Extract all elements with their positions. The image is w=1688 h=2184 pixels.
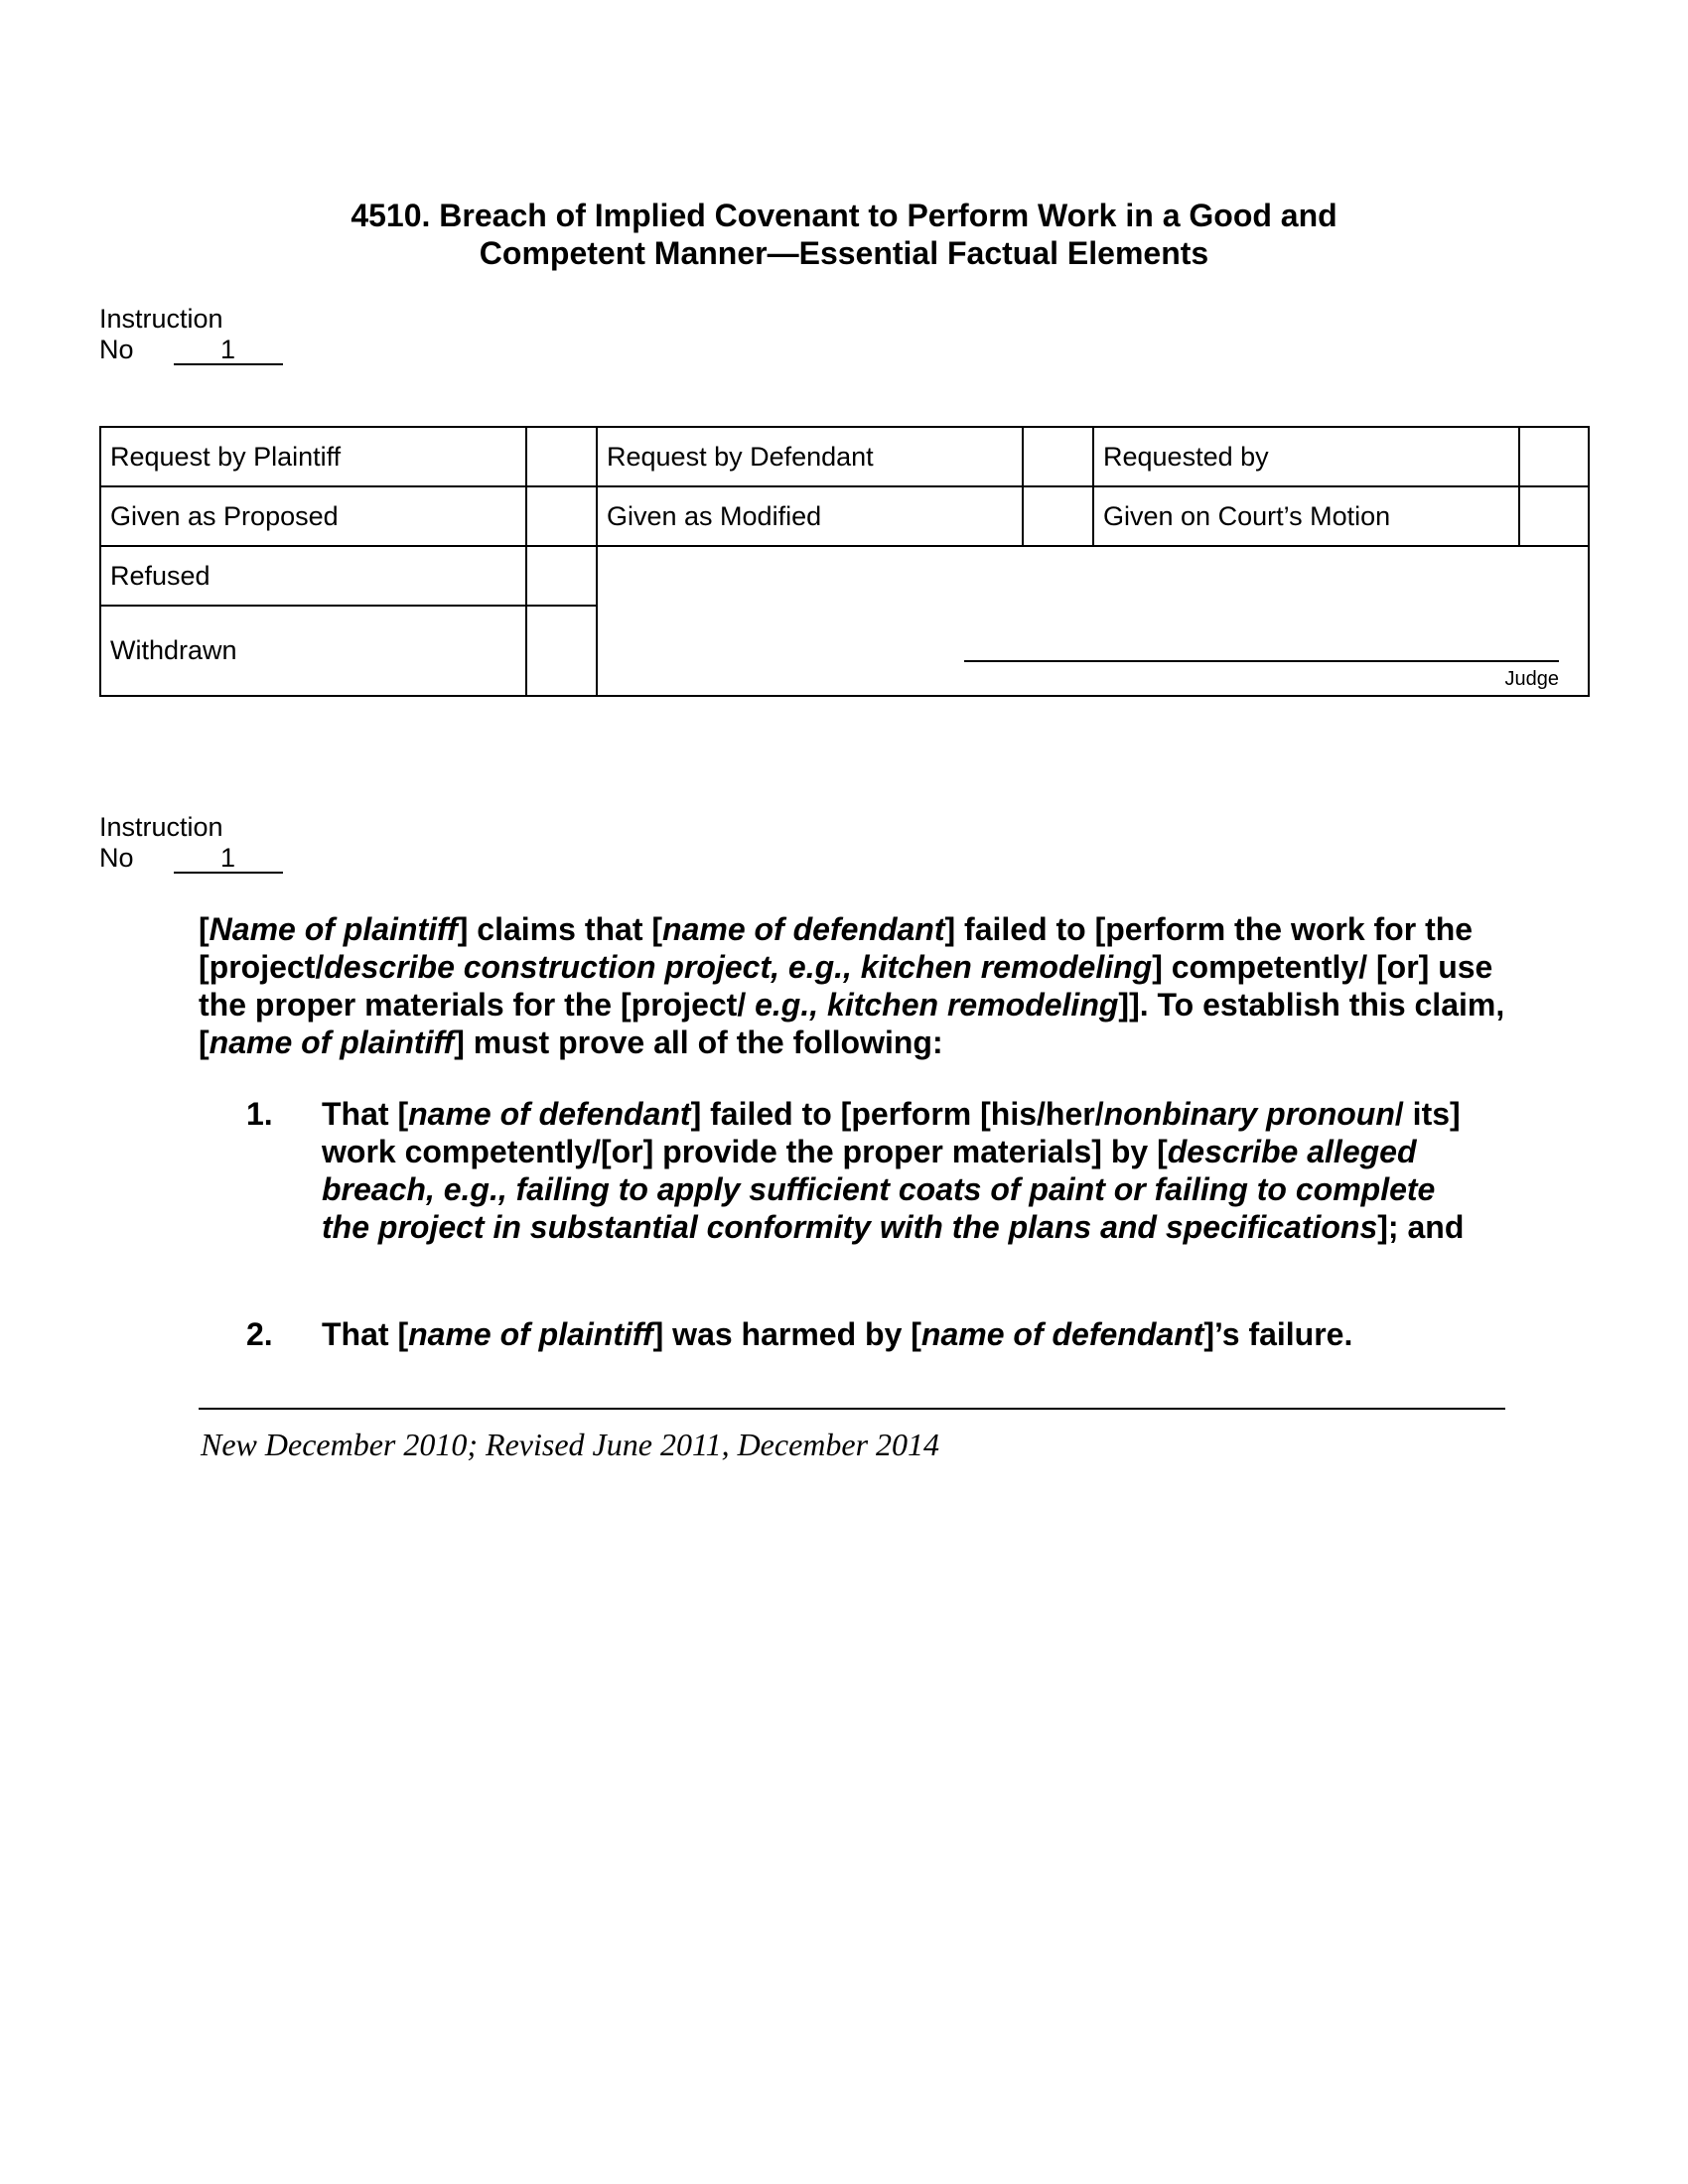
instruction-number-top: [99, 304, 283, 365]
body-text: ] must prove all of the following:: [454, 1024, 943, 1060]
element-text: [322, 1315, 1487, 1353]
request-by-defendant-label: Request by Defendant: [597, 427, 1023, 486]
no-label: No: [99, 843, 134, 873]
body-placeholder: e.g., kitchen remodeling: [746, 987, 1119, 1023]
given-as-modified-label: Given as Modified: [597, 486, 1023, 546]
no-label: No: [99, 335, 134, 364]
item-text: ]; and: [1377, 1209, 1465, 1245]
element-number: 1.: [246, 1096, 273, 1132]
body-placeholder: describe construction project, e.g., kitchen remodeling: [324, 949, 1153, 985]
request-by-defendant-box[interactable]: [1023, 427, 1093, 486]
requested-by-box[interactable]: [1519, 427, 1589, 486]
instruction-body-paragraph: [199, 910, 1519, 1061]
element-number: 2.: [246, 1316, 273, 1352]
given-on-courts-motion-label: Given on Court’s Motion: [1093, 486, 1519, 546]
refused-box[interactable]: [526, 546, 597, 606]
element-text: [322, 1095, 1487, 1246]
body-text: ]]. To establish this claim, [: [199, 987, 1505, 1060]
item-text: That [: [322, 1096, 409, 1132]
judge-label: Judge: [1504, 668, 1559, 690]
instruction-label: Instruction: [99, 812, 223, 842]
item-text: ]’s failure.: [1203, 1316, 1353, 1352]
request-by-plaintiff-box[interactable]: [526, 427, 597, 486]
item-placeholder: nonbinary pronoun: [1103, 1096, 1395, 1132]
item-placeholder: name of defendant: [920, 1316, 1204, 1352]
item-placeholder: name of defendant: [408, 1096, 691, 1132]
withdrawn-label: Withdrawn: [100, 606, 526, 696]
item-placeholder: name of plaintiff: [408, 1316, 653, 1352]
instruction-no-row: [99, 335, 283, 365]
body-placeholder: name of defendant: [662, 911, 945, 947]
instruction-number-bottom: [99, 812, 283, 874]
instruction-label: Instruction: [99, 304, 223, 334]
request-status-table: [99, 426, 1590, 697]
item-text: ] failed to [perform [his/her/: [690, 1096, 1104, 1132]
title-line-1: 4510. Breach of Implied Covenant to Perform Work in a Good and: [351, 198, 1337, 233]
request-by-plaintiff-label: Request by Plaintiff: [100, 427, 526, 486]
body-text: ] competently/ [or] use the proper materials for the [project/: [199, 949, 1493, 1023]
item-placeholder: describe alleged breach, e.g., failing to apply sufficient coats of paint or failing to complete the project in substantial conformity with the plans and specifications: [322, 1134, 1436, 1245]
judge-signature-area: [597, 546, 1589, 696]
instruction-no-value: 1: [174, 845, 283, 874]
item-text: That [: [322, 1316, 409, 1352]
history-divider: [199, 1408, 1505, 1410]
judge-signature-line[interactable]: [964, 660, 1559, 662]
given-as-proposed-box[interactable]: [526, 486, 597, 546]
body-text: ] failed to [perform the work for the [project/: [199, 911, 1474, 985]
item-text: ] was harmed by [: [652, 1316, 921, 1352]
instruction-no-value: 1: [174, 337, 283, 365]
refused-label: Refused: [100, 546, 526, 606]
given-on-courts-motion-box[interactable]: [1519, 486, 1589, 546]
title-line-2: Competent Manner—Essential Factual Elements: [479, 235, 1209, 271]
item-text: / its] work competently/[or] provide the proper materials] by [: [322, 1096, 1461, 1169]
body-text: ] claims that [: [457, 911, 663, 947]
instruction-title: [0, 197, 1688, 272]
requested-by-label: Requested by: [1093, 427, 1519, 486]
body-text: [: [199, 911, 210, 947]
instruction-no-row: [99, 843, 283, 874]
revision-history: New December 2010; Revised June 2011, December 2014: [201, 1427, 940, 1462]
element-item-1: [246, 1095, 1487, 1246]
element-item-2: [246, 1315, 1487, 1353]
given-as-modified-box[interactable]: [1023, 486, 1093, 546]
body-placeholder: name of plaintiff: [209, 1024, 455, 1060]
withdrawn-box[interactable]: [526, 606, 597, 696]
given-as-proposed-label: Given as Proposed: [100, 486, 526, 546]
body-placeholder: Name of plaintiff: [209, 911, 458, 947]
